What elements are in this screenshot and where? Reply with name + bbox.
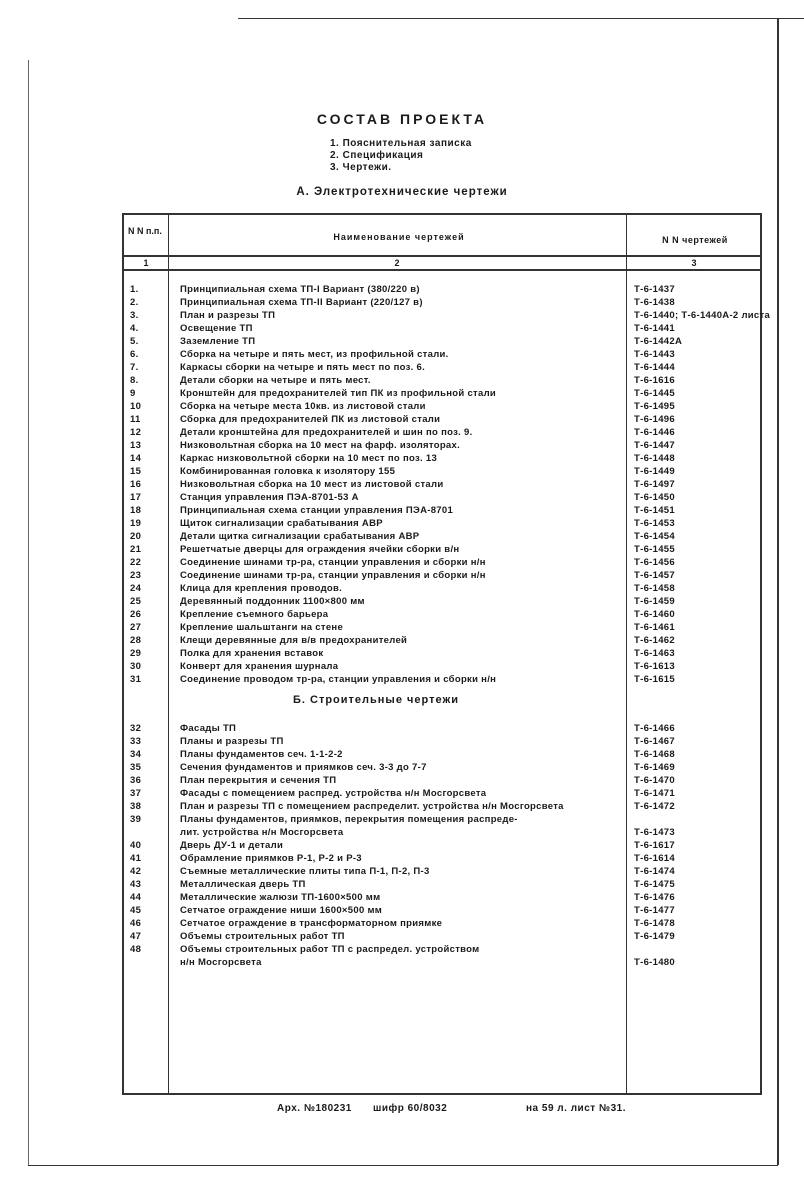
document-title: СОСТАВ ПРОЕКТА — [316, 111, 488, 127]
drawing-name: Заземление ТП — [180, 336, 256, 347]
row-number: 36 — [130, 775, 142, 786]
drawing-code: Т-6-1449 — [634, 466, 675, 477]
drawing-name: Планы и разрезы ТП — [180, 736, 284, 747]
drawing-name: Клещи деревянные для в/в предохранителей — [180, 635, 408, 646]
header-number: N N п.п. — [128, 226, 162, 236]
drawing-code: Т-6-1444 — [634, 362, 675, 373]
row-number: 48 — [130, 944, 142, 955]
drawing-code: Т-6-1462 — [634, 635, 675, 646]
drawing-code: Т-6-1455 — [634, 544, 675, 555]
row-number: 41 — [130, 853, 142, 864]
column-number: 1 — [143, 258, 149, 268]
row-number: 5. — [130, 336, 139, 347]
table-row — [124, 865, 760, 878]
row-number: 43 — [130, 879, 142, 890]
table-row — [124, 400, 760, 413]
row-number: 8. — [130, 375, 139, 386]
row-number: 45 — [130, 905, 142, 916]
row-number: 30 — [130, 661, 142, 672]
table-row — [124, 787, 760, 800]
drawing-name: Планы фундаментов сеч. 1-1-2-2 — [180, 749, 343, 760]
spacer — [124, 714, 760, 722]
table-row — [124, 800, 760, 813]
row-number: 44 — [130, 892, 142, 903]
drawing-name: Сетчатое ограждение в трансформаторном приямке — [180, 918, 443, 929]
row-number: 14 — [130, 453, 142, 464]
drawing-code: Т-6-1477 — [634, 905, 675, 916]
row-number: 20 — [130, 531, 142, 542]
drawing-name: Обрамление приямков Р-1, Р-2 и Р-3 — [180, 853, 362, 864]
drawing-name: Сборка на четыре места 10кв. из листовой стали — [180, 401, 426, 412]
drawing-name: Полка для хранения вставок — [180, 648, 324, 659]
row-number: 27 — [130, 622, 142, 633]
drawing-code: Т-6-1495 — [634, 401, 675, 412]
table-row — [124, 413, 760, 426]
drawing-code: Т-6-1475 — [634, 879, 675, 890]
row-number: 39 — [130, 814, 142, 825]
table-row — [124, 426, 760, 439]
row-number: 28 — [130, 635, 142, 646]
row-number: 26 — [130, 609, 142, 620]
drawing-code: Т-6-1459 — [634, 596, 675, 607]
drawing-code: Т-6-1457 — [634, 570, 675, 581]
drawing-name: Принципиальная схема ТП-I Вариант (380/220 в) — [180, 284, 420, 295]
row-number: 13 — [130, 440, 142, 451]
table-row — [124, 296, 760, 309]
row-number: 23 — [130, 570, 142, 581]
row-number: 12 — [130, 427, 142, 438]
drawing-code: Т-6-1441 — [634, 323, 675, 334]
row-number: 32 — [130, 723, 142, 734]
row-number: 24 — [130, 583, 142, 594]
part-item: 3. Чертежи. — [330, 162, 392, 173]
drawing-name: Объемы строительных работ ТП с распредел. устройством н/н Мосгорсвета — [180, 944, 480, 968]
table-row — [124, 491, 760, 504]
table-row — [124, 556, 760, 569]
table-row — [124, 582, 760, 595]
table-row — [124, 530, 760, 543]
drawing-code: Т-6-1440; Т-6-1440А-2 листа — [634, 310, 771, 321]
drawing-code: Т-6-1447 — [634, 440, 675, 451]
row-number: 34 — [130, 749, 142, 760]
table-row — [124, 569, 760, 582]
drawing-code: Т-6-1437 — [634, 284, 675, 295]
row-number: 47 — [130, 931, 142, 942]
frame-top-line — [238, 18, 804, 19]
drawing-name: Соединение проводом тр-ра, станции управления и сборки н/н — [180, 674, 497, 685]
row-number: 3. — [130, 310, 139, 321]
drawing-name: Детали сборки на четыре и пять мест. — [180, 375, 371, 386]
table-row — [124, 439, 760, 452]
drawing-code: Т-6-1450 — [634, 492, 675, 503]
column-number: 3 — [691, 258, 697, 268]
drawing-name: Фасады ТП — [180, 723, 237, 734]
drawing-name: Крепление съемного барьера — [180, 609, 329, 620]
drawing-name: Крепление шальштанги на стене — [180, 622, 344, 633]
table-row — [124, 348, 760, 361]
drawing-code: Т-6-1456 — [634, 557, 675, 568]
table-row — [124, 595, 760, 608]
drawing-name: План перекрытия и сечения ТП — [180, 775, 337, 786]
table-row — [124, 478, 760, 491]
drawing-name: Каркас низковольтной сборки на 10 мест по поз. 13 — [180, 453, 438, 464]
drawing-code: Т-6-1474 — [634, 866, 675, 877]
row-number: 11 — [130, 414, 141, 425]
drawing-code: Т-6-1466 — [634, 723, 675, 734]
table-row — [124, 634, 760, 647]
row-number: 37 — [130, 788, 142, 799]
table-row — [124, 891, 760, 904]
drawing-name: Клица для крепления проводов. — [180, 583, 343, 594]
cipher: шифр 60/8032 — [373, 1103, 448, 1114]
drawing-code: Т-6-1497 — [634, 479, 675, 490]
drawing-code: Т-6-1461 — [634, 622, 675, 633]
frame-bottom-line — [28, 1165, 778, 1166]
row-number: 25 — [130, 596, 142, 607]
drawing-name: Соединение шинами тр-ра, станции управления и сборки н/н — [180, 557, 486, 568]
part-item: 2. Спецификация — [330, 150, 424, 161]
drawing-name: Щиток сигнализации срабатывания АВР — [180, 518, 383, 529]
drawing-code: Т-6-1480 — [634, 957, 675, 968]
row-number: 21 — [130, 544, 142, 555]
table-header — [124, 215, 760, 257]
drawing-name: Принципиальная схема станции управления ПЭА-8701 — [180, 505, 454, 516]
drawing-name: Металлические жалюзи ТП-1600×500 мм — [180, 892, 381, 903]
header-name: Наименование чертежей — [333, 232, 465, 242]
row-number: 33 — [130, 736, 142, 747]
drawing-name: Конверт для хранения шурнала — [180, 661, 339, 672]
row-number: 19 — [130, 518, 142, 529]
drawing-name: План и разрезы ТП с помещением распределит. устройства н/н Мосгорсвета — [180, 801, 564, 812]
drawing-name: Планы фундаментов, приямков, перекрытия помещения распреде- лит. устройства н/н Мосгорсвета — [180, 814, 518, 838]
row-number: 4. — [130, 323, 139, 334]
header-drawing-number: N N чертежей — [662, 235, 728, 245]
drawing-name: Детали щитка сигнализации срабатывания АВР — [180, 531, 420, 542]
drawing-code: Т-6-1473 — [634, 827, 675, 838]
table-body — [124, 283, 771, 969]
drawing-code: Т-6-1454 — [634, 531, 675, 542]
frame-left-line — [28, 60, 29, 1165]
drawing-name: Комбинированная головка к изолятору 155 — [180, 466, 396, 477]
row-number: 22 — [130, 557, 142, 568]
drawing-name: Съемные металлические плиты типа П-1, П-2, П-3 — [180, 866, 430, 877]
drawing-code: Т-6-1448 — [634, 453, 675, 464]
table-row — [124, 452, 760, 465]
table-row — [124, 761, 760, 774]
row-number: 42 — [130, 866, 142, 877]
table-row — [124, 852, 760, 865]
table-row — [124, 608, 760, 621]
row-number: 38 — [130, 801, 142, 812]
drawing-code: Т-6-1442А — [634, 336, 683, 347]
drawing-code: Т-6-1479 — [634, 931, 675, 942]
drawing-name: Низковольтная сборка на 10 мест на фарф. изоляторах. — [180, 440, 461, 451]
drawing-code: Т-6-1460 — [634, 609, 675, 620]
row-number: 15 — [130, 466, 142, 477]
drawing-name: Сетчатое ограждение ниши 1600×500 мм — [180, 905, 383, 916]
drawing-name: Объемы строительных работ ТП — [180, 931, 345, 942]
table-row — [124, 660, 760, 673]
row-number: 6. — [130, 349, 139, 360]
drawing-code: Т-6-1614 — [634, 853, 675, 864]
drawing-code: Т-6-1617 — [634, 840, 675, 851]
drawing-name: Принципиальная схема ТП-II Вариант (220/127 в) — [180, 297, 423, 308]
drawing-name: Кронштейн для предохранителей тип ПК из профильной стали — [180, 388, 497, 399]
table-row — [124, 322, 760, 335]
drawing-name: Сечения фундаментов и приямков сеч. 3-3 до 7-7 — [180, 762, 427, 773]
drawing-code: Т-6-1468 — [634, 749, 675, 760]
project-parts-list — [330, 138, 472, 174]
drawing-name: Сборка на четыре и пять мест, из профильной стали. — [180, 349, 449, 360]
table-row — [124, 735, 760, 748]
table-row — [124, 774, 760, 787]
drawings-table — [122, 213, 771, 1095]
row-number: 40 — [130, 840, 142, 851]
drawing-code: Т-6-1471 — [634, 788, 675, 799]
drawing-code: Т-6-1446 — [634, 427, 675, 438]
row-number: 1. — [130, 284, 139, 295]
row-number: 7. — [130, 362, 139, 373]
drawing-name: План и разрезы ТП — [180, 310, 276, 321]
row-number: 35 — [130, 762, 142, 773]
archive-number: Арх. №180231 — [277, 1103, 352, 1114]
column-number: 2 — [394, 258, 400, 268]
table-row — [124, 878, 760, 891]
table-row — [124, 517, 760, 530]
row-number: 2. — [130, 297, 139, 308]
drawing-code: Т-6-1467 — [634, 736, 675, 747]
table-row — [124, 930, 760, 943]
row-number: 17 — [130, 492, 142, 503]
drawing-code: Т-6-1453 — [634, 518, 675, 529]
drawing-code: Т-6-1613 — [634, 661, 675, 672]
row-number: 31 — [130, 674, 142, 685]
drawing-name: Каркасы сборки на четыре и пять мест по поз. 6. — [180, 362, 426, 373]
drawing-name: Детали кронштейна для предохранителей и шин по поз. 9. — [180, 427, 473, 438]
drawing-code: Т-6-1443 — [634, 349, 675, 360]
part-item: 1. Пояснительная записка — [330, 138, 472, 149]
table-row — [124, 335, 760, 348]
table-row — [124, 904, 760, 917]
row-number: 10 — [130, 401, 142, 412]
row-number: 9 — [130, 388, 136, 399]
drawing-code: Т-6-1438 — [634, 297, 675, 308]
sheet-info: на 59 л. лист №31. — [526, 1103, 626, 1114]
drawing-name: Соединение шинами тр-ра, станции управления и сборки н/н — [180, 570, 486, 581]
table-row — [124, 813, 760, 839]
table-row — [124, 309, 771, 322]
row-number: 18 — [130, 505, 142, 516]
drawing-code: Т-6-1445 — [634, 388, 675, 399]
table-row — [124, 361, 760, 374]
table-row — [124, 839, 760, 852]
drawing-code: Т-6-1469 — [634, 762, 675, 773]
table-row — [124, 543, 760, 556]
drawing-code: Т-6-1458 — [634, 583, 675, 594]
table-row — [124, 943, 760, 969]
table-row — [124, 465, 760, 478]
drawing-code: Т-6-1615 — [634, 674, 675, 685]
drawing-code: Т-6-1616 — [634, 375, 675, 386]
drawing-name: Станция управления ПЭА-8701-53 А — [180, 492, 359, 503]
drawing-code: Т-6-1476 — [634, 892, 675, 903]
drawing-name: Деревянный поддонник 1100×800 мм — [180, 596, 365, 607]
table-row — [124, 722, 760, 735]
drawing-name: Фасады с помещением распред. устройства н/н Мосгорсвета — [180, 788, 487, 799]
section-a-heading: А. Электротехнические чертежи — [296, 186, 508, 198]
column-numbers-row — [124, 257, 760, 271]
row-number: 29 — [130, 648, 142, 659]
row-number: 46 — [130, 918, 142, 929]
table-row — [124, 283, 760, 296]
drawing-name: Освещение ТП — [180, 323, 253, 334]
table-row — [124, 917, 760, 930]
drawing-code: Т-6-1478 — [634, 918, 675, 929]
drawing-name: Сборка для предохранителей ПК из листовой стали — [180, 414, 441, 425]
drawing-name: Дверь ДУ-1 и детали — [180, 840, 284, 851]
table-row — [124, 374, 760, 387]
table-row — [124, 504, 760, 517]
table-row — [124, 647, 760, 660]
table-row — [124, 621, 760, 634]
drawing-name: Решетчатые дверцы для ограждения ячейки сборки в/н — [180, 544, 460, 555]
drawing-code: Т-6-1463 — [634, 648, 675, 659]
section-b-heading: Б. Строительные чертежи — [292, 694, 460, 706]
drawing-code: Т-6-1470 — [634, 775, 675, 786]
drawing-name: Металлическая дверь ТП — [180, 879, 306, 890]
row-number: 16 — [130, 479, 142, 490]
table-row — [124, 387, 760, 400]
table-row — [124, 673, 760, 686]
table-row — [124, 748, 760, 761]
drawing-code: Т-6-1496 — [634, 414, 675, 425]
drawing-code: Т-6-1472 — [634, 801, 675, 812]
drawing-name: Низковольтная сборка на 10 мест из листовой стали — [180, 479, 444, 490]
drawing-code: Т-6-1451 — [634, 505, 675, 516]
